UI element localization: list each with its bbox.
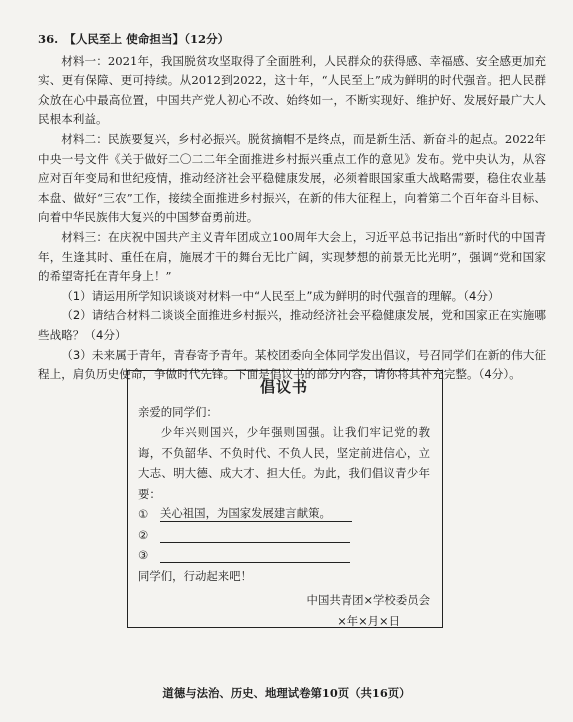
- answer-line-1: 关心祖国，为国家发展建言献策。: [160, 506, 352, 522]
- question-number: 36.: [38, 32, 59, 46]
- proposal-closing: 同学们，行动起来吧！: [138, 568, 252, 583]
- material-1: 材料一：2021年，我国脱贫攻坚取得了全面胜利，人民群众的获得感、幸福感、安全感更加充实、更有保障、更可持续。从2012到2022，这十年，“人民至上”成为鲜明的时代强音。把人民群众放在心中最高位置，中国共产党人初心不改、始终如一，不断实现好、维护好、发展好最广大人民根本利益。: [38, 53, 546, 127]
- proposal-signature: 中国共青团×学校委员会: [306, 593, 430, 607]
- proposal-date: ×年×月×日: [337, 613, 400, 628]
- page-footer: 道德与法治、历史、地理试卷第10页（共16页）: [162, 686, 411, 700]
- proposal-item-3[interactable]: [138, 545, 430, 566]
- answer-line-3[interactable]: [160, 547, 350, 563]
- sub-question-1: （1）请运用所学知识谈谈对材料一中“人民至上”成为鲜明的时代强音的理解。（4分）: [61, 288, 500, 303]
- item-marker: ①: [138, 507, 149, 521]
- material-3: 材料三：在庆祝中国共产主义青年团成立100周年大会上，习近平总书记指出“新时代的中国青年，生逢其时、重任在肩，施展才干的舞台无比广阔，实现梦想的前景无比光明”，强调“党和国家的希望寄托在青年身上！”: [38, 229, 546, 284]
- proposal-item-2[interactable]: [138, 525, 430, 546]
- answer-line-2[interactable]: [160, 527, 350, 543]
- material-2: 材料二：民族要复兴，乡村必振兴。脱贫摘帽不是终点，而是新生活、新奋斗的起点。2022年中央一号文件《关于做好二〇二二年全面推进乡村振兴重点工作的意见》发布。党中央认为，从容应对百年变局和世纪疫情，推动经济社会平稳健康发展，必须着眼国家重大战略需要，稳住农业基本盘、做好“三农”工作，接续全面推进乡村振兴，在新的伟大征程上，向着第二个百年奋斗目标、向着中华民族伟大复兴的中国梦奋勇前进。: [38, 131, 546, 225]
- item-marker: ③: [138, 548, 149, 562]
- proposal-body: 少年兴则国兴，少年强则国强。让我们牢记党的教诲，不负韶华、不负时代、不负人民，坚定前进信心，立大志、明大德、成大才、担大任。为此，我们倡议青少年要：: [138, 425, 430, 501]
- proposal-greeting: 亲爱的同学们：: [138, 404, 218, 419]
- item-marker: ②: [138, 527, 149, 542]
- proposal-box: [127, 370, 443, 628]
- question-36: [38, 30, 546, 385]
- proposal-item-1: [138, 504, 430, 525]
- sub-question-3: （3）未来属于青年，青春寄予青年。某校团委向全体同学发出倡议，号召同学们在新的伟大征程上，肩负历史使命，争做时代先锋。下面是倡议书的部分内容，请你将其补充完整。（4分）。: [38, 347, 546, 382]
- question-title: 【人民至上 使命担当】（12分）: [64, 32, 230, 46]
- sub-question-2: （2）请结合材料二谈谈全面推进乡村振兴，推动经济社会平稳健康发展，党和国家正在实施哪些战略？（4分）: [38, 308, 546, 342]
- proposal-title: 倡议书: [259, 378, 308, 396]
- question-header: [38, 30, 546, 50]
